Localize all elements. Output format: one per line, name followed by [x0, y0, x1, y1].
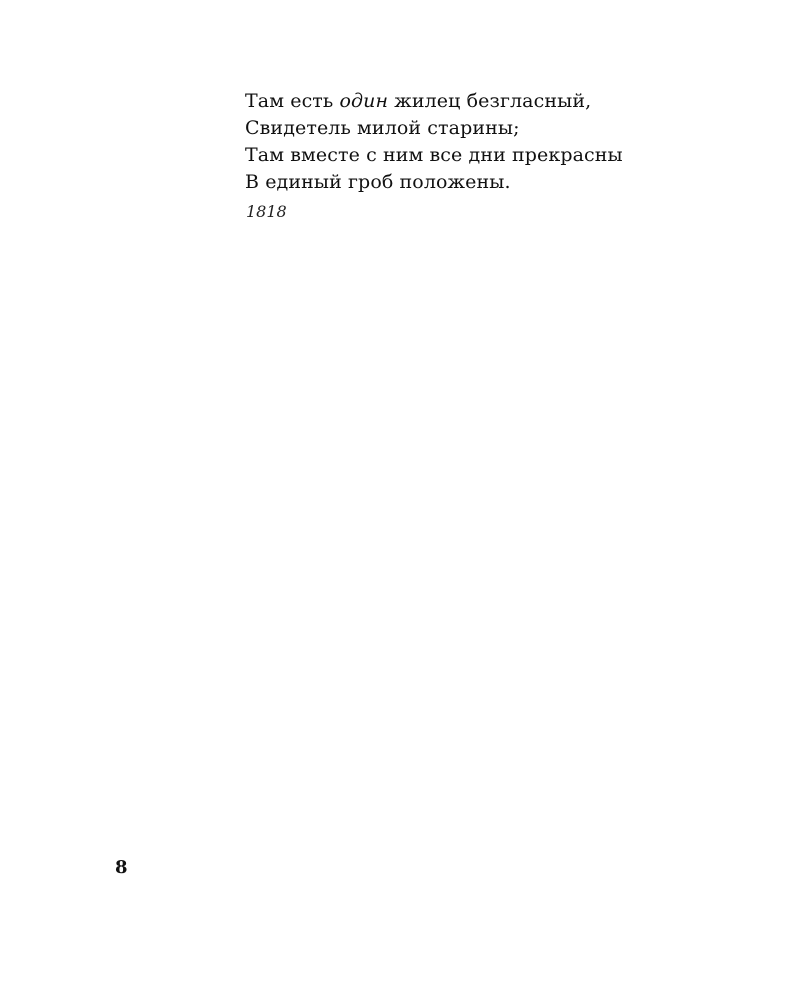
poem-line-1-after: жилец безгласный, — [388, 90, 592, 112]
poem-line-1-emphasis: один — [339, 90, 389, 112]
poem-line-1 — [245, 88, 623, 115]
poem-line-4: В единый гроб положены. — [245, 171, 511, 193]
page-number: 8 — [115, 857, 128, 878]
poem-stanza — [245, 88, 623, 196]
poem-date: 1818 — [246, 202, 287, 221]
poem-line-1-before: Там есть — [245, 90, 340, 112]
poem-line-3: Там вместе с ним все дни прекрасны — [245, 144, 623, 166]
poem-line-2: Свидетель милой старины; — [245, 117, 520, 139]
